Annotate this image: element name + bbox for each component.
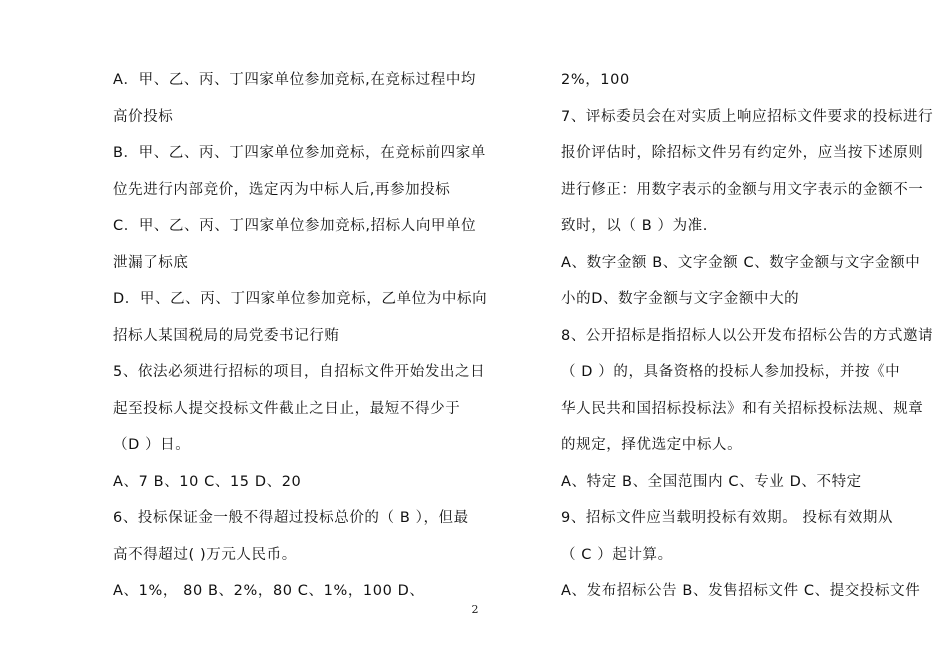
text-line: 高不得超过( )万元人民币。 — [113, 546, 297, 563]
text-line: A．甲、乙、丙、丁四家单位参加竞标,在竞标过程中均 — [113, 72, 477, 88]
text-line: B．甲、乙、丙、丁四家单位参加竞标，在竞标前四家单 — [113, 145, 486, 161]
text-line: （D ）日。 — [113, 437, 191, 453]
text-line: （ C ）起计算。 — [561, 546, 673, 563]
text-line: 招标人某国税局的局党委书记行贿 — [113, 327, 340, 344]
answer-options: A、7 B、10 C、15 D、20 — [113, 473, 302, 490]
left-column — [113, 62, 488, 610]
text-line: 进行修正：用数字表示的金额与用文字表示的金额不一 — [561, 181, 924, 198]
text-line: 致时，以（ B ）为准. — [561, 218, 708, 234]
text-line: 泄漏了标底 — [113, 254, 189, 271]
text-line: 的规定，择优选定中标人。 — [561, 437, 743, 453]
text-line: 位先进行内部竞价，选定丙为中标人后,再参加投标 — [113, 181, 451, 198]
question-9-text: 9、招标文件应当载明投标有效期。 投标有效期从 — [561, 510, 894, 526]
text-line: 华人民共和国招标投标法》和有关招标投标法规、规章 — [561, 400, 924, 417]
text-line: 起至投标人提交投标文件截止之日止，最短不得少于 — [113, 400, 461, 417]
text-line: C．甲、乙、丙、丁四家单位参加竞标,招标人向甲单位 — [113, 218, 477, 234]
answer-options: A、数字金额 B、文字金额 C、数字金额与文字金额中 — [561, 254, 921, 271]
question-6-text: 6、投标保证金一般不得超过投标总价的（ B ），但最 — [113, 510, 469, 526]
answer-options: A、发布招标公告 B、发售招标文件 C、提交投标文件 — [561, 583, 921, 599]
text-line: 高价投标 — [113, 108, 174, 125]
text-line: （ D ）的，具备资格的投标人参加投标，并按《中 — [561, 364, 901, 380]
question-7-text: 7、评标委员会在对实质上响应招标文件要求的投标进行 — [561, 108, 934, 125]
text-line: 2%，100 — [561, 72, 630, 88]
answer-options: A、1%， 80 B、2%，80 C、1%，100 D、 — [113, 583, 425, 599]
text-line: D．甲、乙、丙、丁四家单位参加竞标，乙单位为中标向 — [113, 291, 488, 307]
text-line: 报价评估时，除招标文件另有约定外，应当按下述原则 — [561, 145, 924, 161]
page-number: 2 — [471, 603, 479, 616]
question-5-text: 5、依法必须进行招标的项目，自招标文件开始发出之日 — [113, 364, 486, 380]
right-column — [561, 62, 934, 610]
answer-options: A、特定 B、全国范围内 C、专业 D、不特定 — [561, 473, 862, 490]
text-line: 小的D、数字金额与文字金额中大的 — [561, 291, 800, 307]
question-8-text: 8、公开招标是指招标人以公开发布招标公告的方式邀请 — [561, 327, 934, 344]
